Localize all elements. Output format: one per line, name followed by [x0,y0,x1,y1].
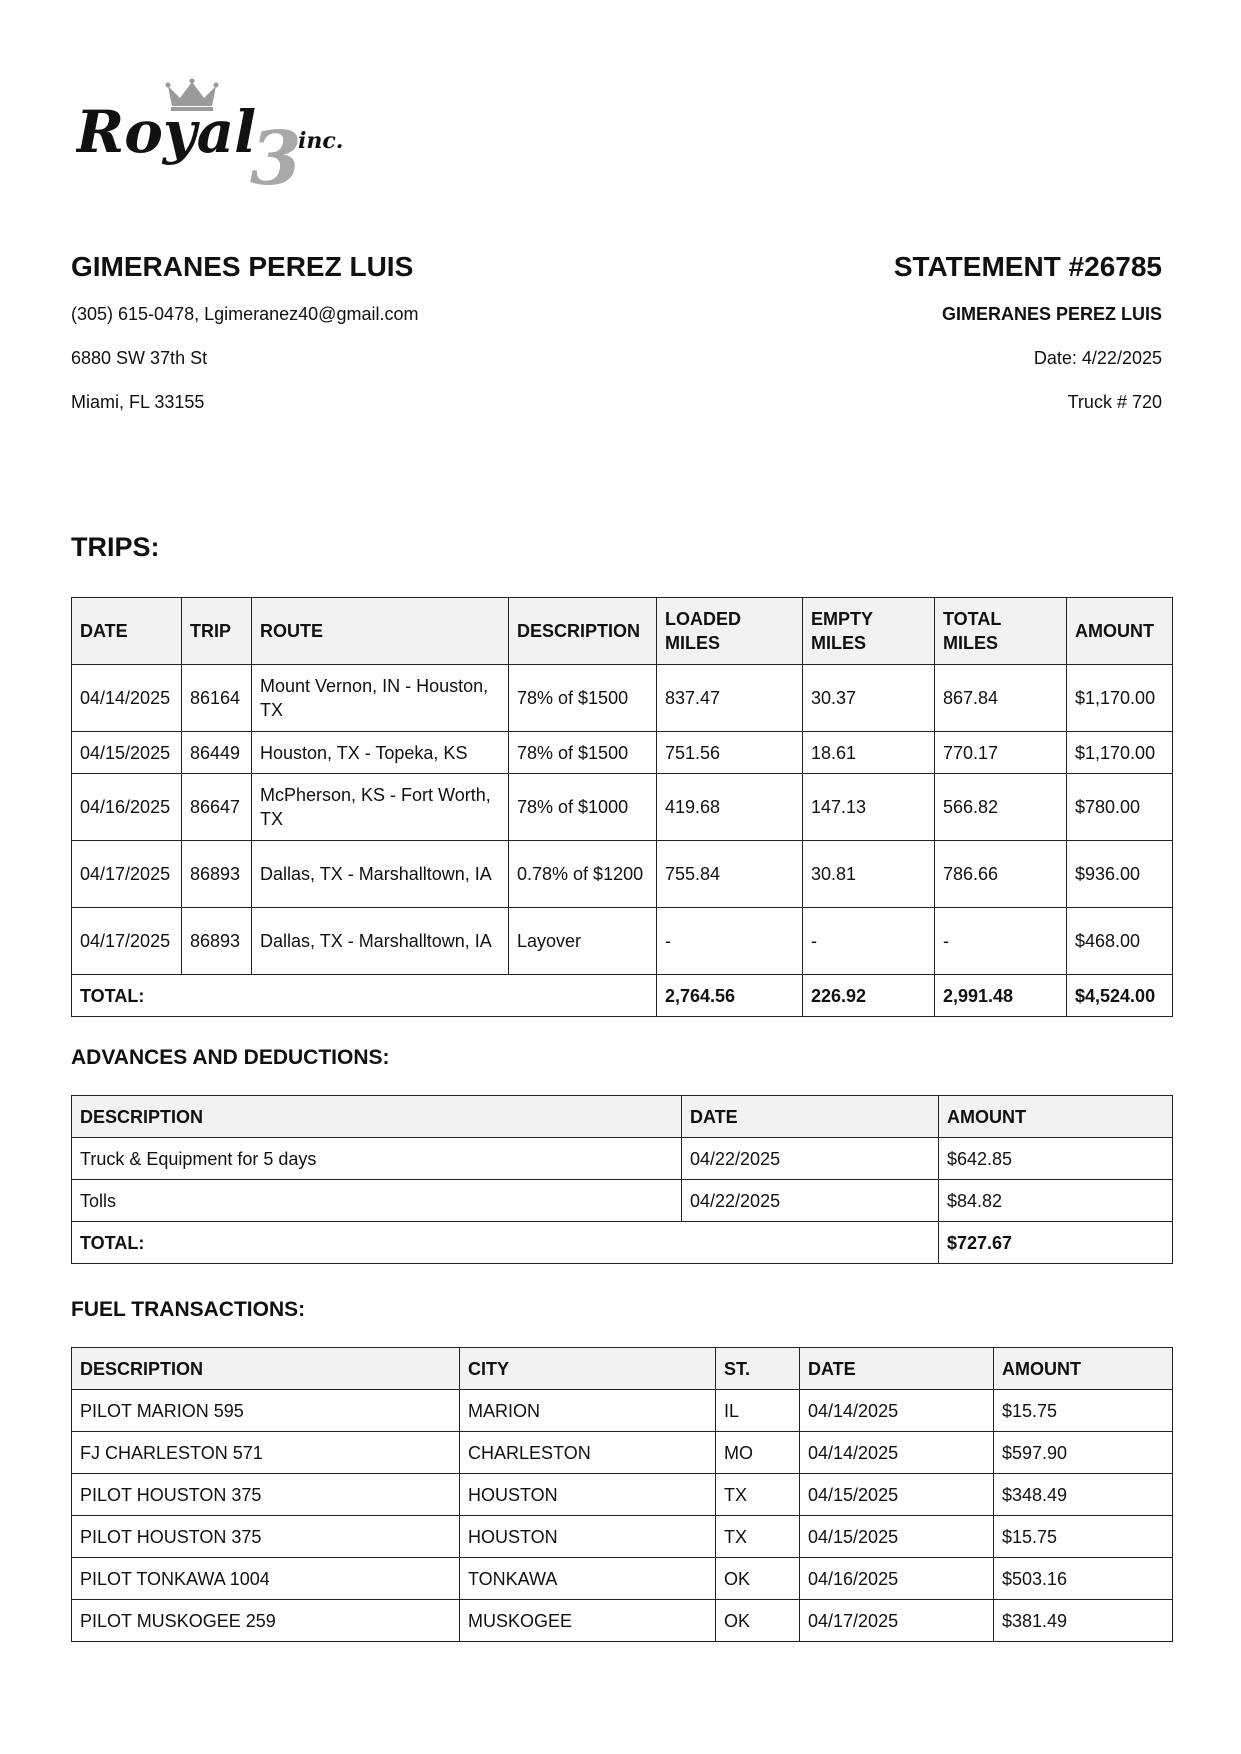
fuel-amount: $348.49 [994,1474,1173,1516]
deduction-amount: $84.82 [939,1180,1173,1222]
column-header-total-miles: TOTAL MILES [935,598,1067,665]
statement-name: GIMERANES PEREZ LUIS [941,304,1162,324]
table-row [72,665,1173,732]
trip-total-miles: - [935,908,1067,975]
deduction-description: Tolls [72,1180,682,1222]
trip-loaded-miles: 751.56 [657,732,803,774]
column-header-description: DESCRIPTION [72,1348,460,1390]
driver-address-line2: Miami, FL 33155 [71,392,205,412]
column-header-date: DATE [800,1348,994,1390]
column-header-route: ROUTE [252,598,509,665]
trip-date: 04/16/2025 [72,774,182,841]
total-label: TOTAL: [72,975,657,1017]
table-row [72,774,1173,841]
crown-logo-icon [76,78,386,190]
total-amount: $727.67 [939,1222,1173,1264]
total-total-miles: 2,991.48 [935,975,1067,1017]
table-row [72,1516,1173,1558]
trip-loaded-miles: 837.47 [657,665,803,732]
column-header-amount: AMOUNT [939,1096,1173,1138]
column-header-state: ST. [716,1348,800,1390]
fuel-description: PILOT MARION 595 [72,1390,460,1432]
column-header-loaded-miles: LOADED MILES [657,598,803,665]
column-header-amount: AMOUNT [1067,598,1173,665]
fuel-state: TX [716,1474,800,1516]
trip-number: 86164 [182,665,252,732]
trip-route: Dallas, TX - Marshalltown, IA [252,841,509,908]
total-label: TOTAL: [72,1222,939,1264]
fuel-amount: $597.90 [994,1432,1173,1474]
table-row [72,1600,1173,1642]
table-row [72,908,1173,975]
table-row [72,732,1173,774]
trip-empty-miles: 18.61 [803,732,935,774]
fuel-date: 04/17/2025 [800,1600,994,1642]
trip-loaded-miles: 419.68 [657,774,803,841]
trip-total-miles: 786.66 [935,841,1067,908]
fuel-description: PILOT MUSKOGEE 259 [72,1600,460,1642]
trip-description: 0.78% of $1200 [509,841,657,908]
fuel-description: PILOT HOUSTON 375 [72,1474,460,1516]
total-empty-miles: 226.92 [803,975,935,1017]
trip-description: Layover [509,908,657,975]
advances-section-title: ADVANCES AND DEDUCTIONS: [71,1046,390,1069]
svg-text:3: 3 [250,116,302,190]
fuel-city: CHARLESTON [460,1432,716,1474]
fuel-state: MO [716,1432,800,1474]
trip-amount: $780.00 [1067,774,1173,841]
fuel-description: PILOT HOUSTON 375 [72,1516,460,1558]
table-row [72,1558,1173,1600]
table-row [72,1390,1173,1432]
trips-table [71,597,1173,1017]
fuel-city: TONKAWA [460,1558,716,1600]
trip-empty-miles: 30.81 [803,841,935,908]
fuel-amount: $15.75 [994,1516,1173,1558]
fuel-table [71,1347,1173,1642]
column-header-date: DATE [682,1096,939,1138]
trip-amount: $936.00 [1067,841,1173,908]
trip-description: 78% of $1500 [509,665,657,732]
trip-amount: $1,170.00 [1067,732,1173,774]
trip-number: 86893 [182,841,252,908]
fuel-city: MARION [460,1390,716,1432]
column-header-city: CITY [460,1348,716,1390]
fuel-amount: $15.75 [994,1390,1173,1432]
trips-section-title: TRIPS: [71,532,160,562]
fuel-description: FJ CHARLESTON 571 [72,1432,460,1474]
trip-description: 78% of $1500 [509,732,657,774]
driver-info [71,250,631,435]
table-row [72,1474,1173,1516]
trip-description: 78% of $1000 [509,774,657,841]
deduction-amount: $642.85 [939,1138,1173,1180]
trip-number: 86647 [182,774,252,841]
statement-info [650,250,1162,435]
fuel-amount: $381.49 [994,1600,1173,1642]
fuel-date: 04/15/2025 [800,1516,994,1558]
column-header-empty-miles: EMPTY MILES [803,598,935,665]
statement-title: STATEMENT #26785 [893,251,1162,282]
driver-name: GIMERANES PEREZ LUIS [71,251,414,282]
trip-empty-miles: - [803,908,935,975]
trip-route: McPherson, KS - Fort Worth, TX [252,774,509,841]
trip-total-miles: 867.84 [935,665,1067,732]
column-header-trip: TRIP [182,598,252,665]
trip-number: 86893 [182,908,252,975]
truck-number: Truck # 720 [1067,392,1162,412]
fuel-date: 04/14/2025 [800,1390,994,1432]
statement-date: Date: 4/22/2025 [1033,348,1162,368]
deduction-description: Truck & Equipment for 5 days [72,1138,682,1180]
fuel-state: OK [716,1600,800,1642]
trip-loaded-miles: - [657,908,803,975]
trip-date: 04/15/2025 [72,732,182,774]
fuel-date: 04/15/2025 [800,1474,994,1516]
trip-route: Houston, TX - Topeka, KS [252,732,509,774]
advances-table [71,1095,1173,1264]
column-header-date: DATE [72,598,182,665]
fuel-city: HOUSTON [460,1516,716,1558]
trip-number: 86449 [182,732,252,774]
column-header-description: DESCRIPTION [509,598,657,665]
column-header-amount: AMOUNT [994,1348,1173,1390]
table-header-row [72,1096,1173,1138]
fuel-city: HOUSTON [460,1474,716,1516]
table-row [72,841,1173,908]
trip-total-miles: 770.17 [935,732,1067,774]
fuel-state: OK [716,1558,800,1600]
deduction-date: 04/22/2025 [682,1180,939,1222]
trip-route: Mount Vernon, IN - Houston, TX [252,665,509,732]
trip-date: 04/17/2025 [72,841,182,908]
fuel-date: 04/14/2025 [800,1432,994,1474]
advances-total-row [72,1222,1173,1264]
svg-text:Royal: Royal [76,98,257,166]
fuel-description: PILOT TONKAWA 1004 [72,1558,460,1600]
trip-loaded-miles: 755.84 [657,841,803,908]
fuel-state: TX [716,1516,800,1558]
table-header-row [72,1348,1173,1390]
trip-date: 04/14/2025 [72,665,182,732]
table-row [72,1432,1173,1474]
total-loaded-miles: 2,764.56 [657,975,803,1017]
svg-text:inc.: inc. [298,128,344,154]
trip-empty-miles: 147.13 [803,774,935,841]
deduction-date: 04/22/2025 [682,1138,939,1180]
column-header-description: DESCRIPTION [72,1096,682,1138]
trips-total-row [72,975,1173,1017]
trip-total-miles: 566.82 [935,774,1067,841]
trip-date: 04/17/2025 [72,908,182,975]
trip-amount: $1,170.00 [1067,665,1173,732]
fuel-section-title: FUEL TRANSACTIONS: [71,1298,306,1321]
fuel-amount: $503.16 [994,1558,1173,1600]
table-header-row [72,598,1173,665]
table-row [72,1180,1173,1222]
trip-amount: $468.00 [1067,908,1173,975]
total-amount: $4,524.00 [1067,975,1173,1017]
driver-contact: (305) 615-0478, Lgimeranez40@gmail.com [71,304,419,324]
fuel-date: 04/16/2025 [800,1558,994,1600]
fuel-state: IL [716,1390,800,1432]
company-logo [76,78,386,190]
trip-route: Dallas, TX - Marshalltown, IA [252,908,509,975]
table-row [72,1138,1173,1180]
driver-address-line1: 6880 SW 37th St [71,348,208,368]
trip-empty-miles: 30.37 [803,665,935,732]
fuel-city: MUSKOGEE [460,1600,716,1642]
